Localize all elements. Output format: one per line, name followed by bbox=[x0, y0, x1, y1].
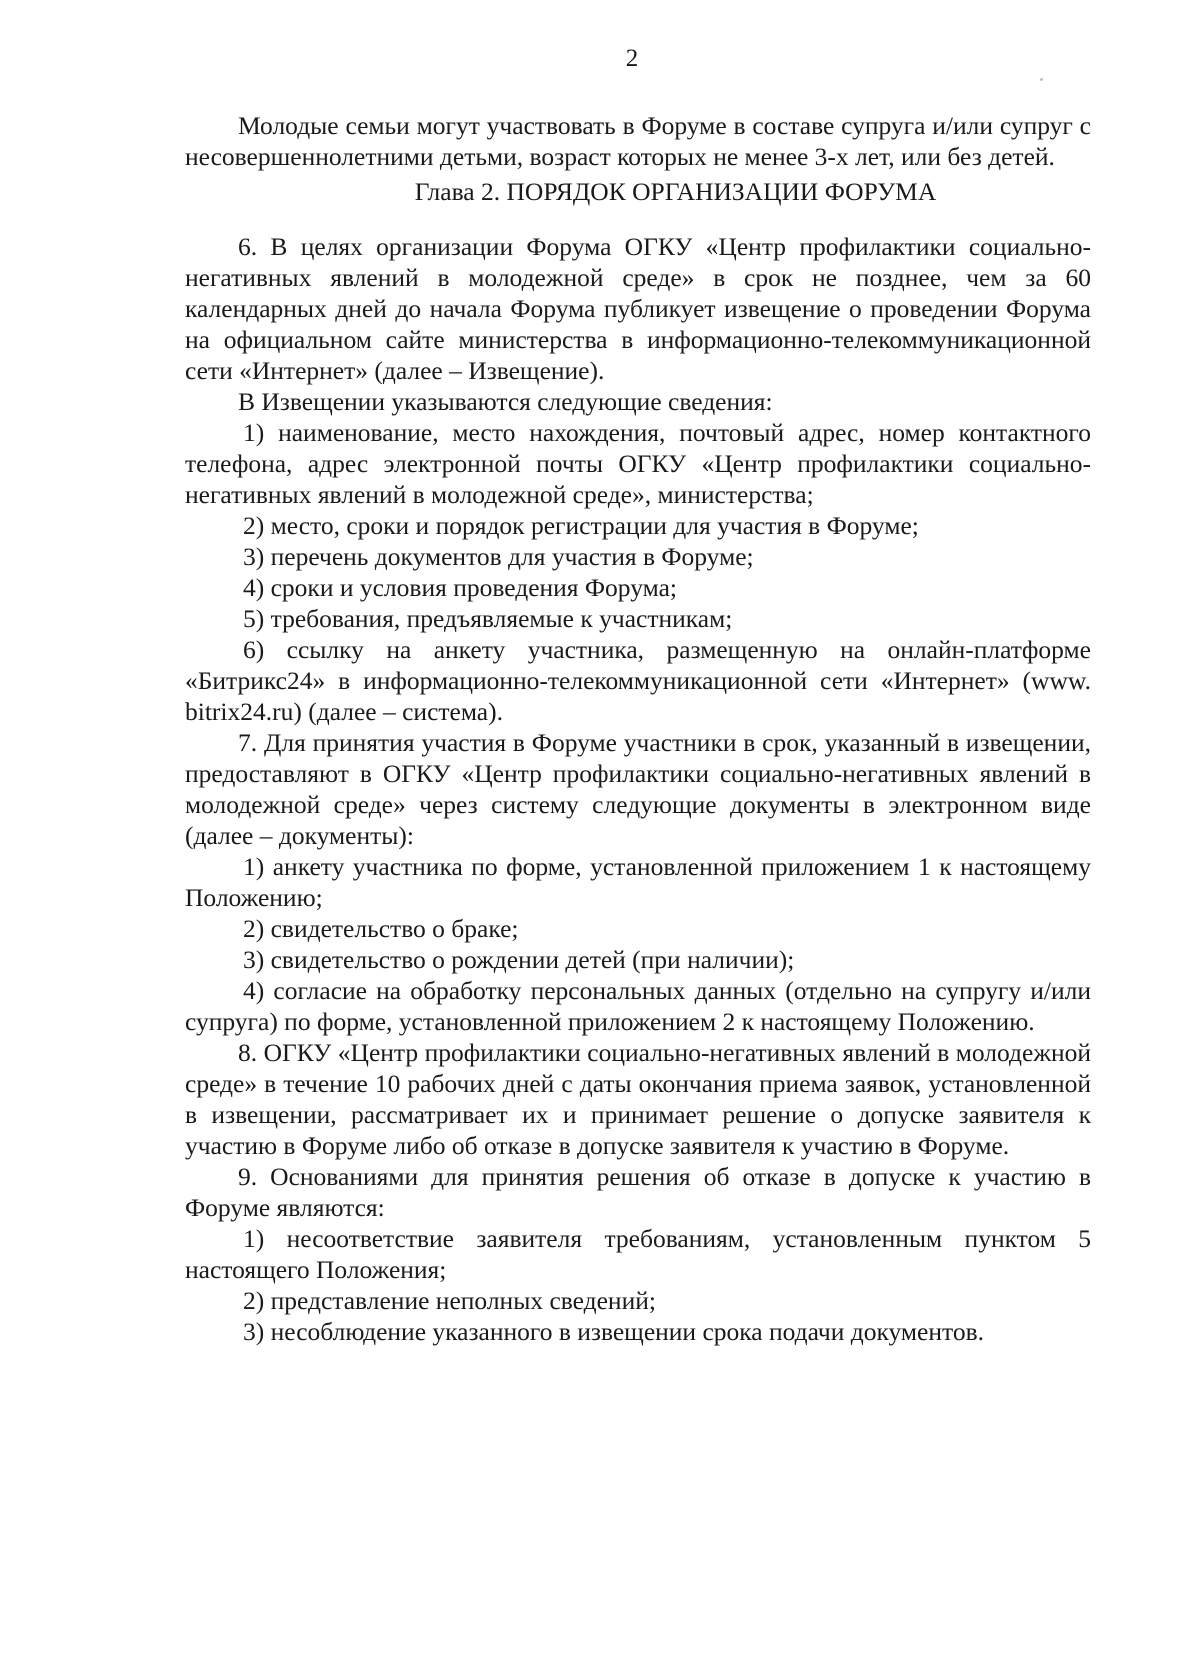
list-item-6-3: 3) перечень документов для участия в Форуме; bbox=[243, 542, 754, 571]
list-item-6-6: 6) ссылку на анкету участника, размещенную на онлайн-платформе «Битрикс24» в информационно-телекоммуникационной сети «Интернет» (www. bitrix24.ru) (далее – система). bbox=[185, 635, 1091, 726]
document-body bbox=[185, 110, 1091, 1347]
list-item-6-4: 4) сроки и условия проведения Форума; bbox=[243, 573, 677, 602]
list-item-9-2: 2) представление неполных сведений; bbox=[243, 1286, 656, 1315]
paragraph-8: 8. ОГКУ «Центр профилактики социально-негативных явлений в молодежной среде» в течение 10 рабочих дней с даты окончания приема заявок, установленной в извещении, рассматривает их и принимает решение о допуске заявителя к участию в Форуме либо об отказе в допуске заявителя к участию в Форуме. bbox=[185, 1038, 1091, 1160]
list-item-7-4: 4) согласие на обработку персональных данных (отдельно на супругу и/или супруга) по форме, установленной приложением 2 к настоящему Положению. bbox=[185, 976, 1091, 1036]
chapter-heading: Глава 2. ПОРЯДОК ОРГАНИЗАЦИИ ФОРУМА bbox=[414, 177, 937, 206]
list-item-7-1: 1) анкету участника по форме, установленной приложением 1 к настоящему Положению; bbox=[185, 852, 1091, 912]
list-item-7-2: 2) свидетельство о браке; bbox=[243, 914, 519, 943]
paragraph-notice-info: В Извещении указываются следующие сведения: bbox=[238, 387, 773, 416]
list-item-6-5: 5) требования, предъявляемые к участникам; bbox=[243, 604, 733, 633]
paragraph-9: 9. Основаниями для принятия решения об отказе в допуске к участию в Форуме являются: bbox=[185, 1162, 1091, 1222]
list-item-9-1: 1) несоответствие заявителя требованиям, установленным пунктом 5 настоящего Положения; bbox=[185, 1224, 1091, 1284]
scan-speck bbox=[1040, 78, 1043, 81]
paragraph-young-families: Молодые семьи могут участвовать в Форуме в составе супруга и/или супруг с несовершеннолетними детьми, возраст которых не менее 3-х лет, или без детей. bbox=[185, 111, 1091, 171]
list-item-6-1: 1) наименование, место нахождения, почтовый адрес, номер контактного телефона, адрес электронной почты ОГКУ «Центр профилактики социально-негативных явлений в молодежной среде», министерства; bbox=[185, 418, 1091, 509]
paragraph-6: 6. В целях организации Форума ОГКУ «Центр профилактики социально-негативных явлений в молодежной среде» в срок не позднее, чем за 60 календарных дней до начала Форума публикует извещение о проведении Форума на официальном сайте министерства в информационно-телекоммуникационной сети «Интернет» (далее – Извещение). bbox=[185, 232, 1091, 385]
list-item-6-2: 2) место, сроки и порядок регистрации для участия в Форуме; bbox=[243, 511, 919, 540]
paragraph-7: 7. Для принятия участия в Форуме участники в срок, указанный в извещении, предоставляют в ОГКУ «Центр профилактики социально-негативных явлений в молодежной среде» через систему следующие документы в электронном виде (далее – документы): bbox=[185, 728, 1091, 850]
list-item-9-3: 3) несоблюдение указанного в извещении срока подачи документов. bbox=[243, 1317, 984, 1346]
list-item-7-3: 3) свидетельство о рождении детей (при наличии); bbox=[243, 945, 795, 974]
page-number: 2 bbox=[625, 45, 639, 72]
